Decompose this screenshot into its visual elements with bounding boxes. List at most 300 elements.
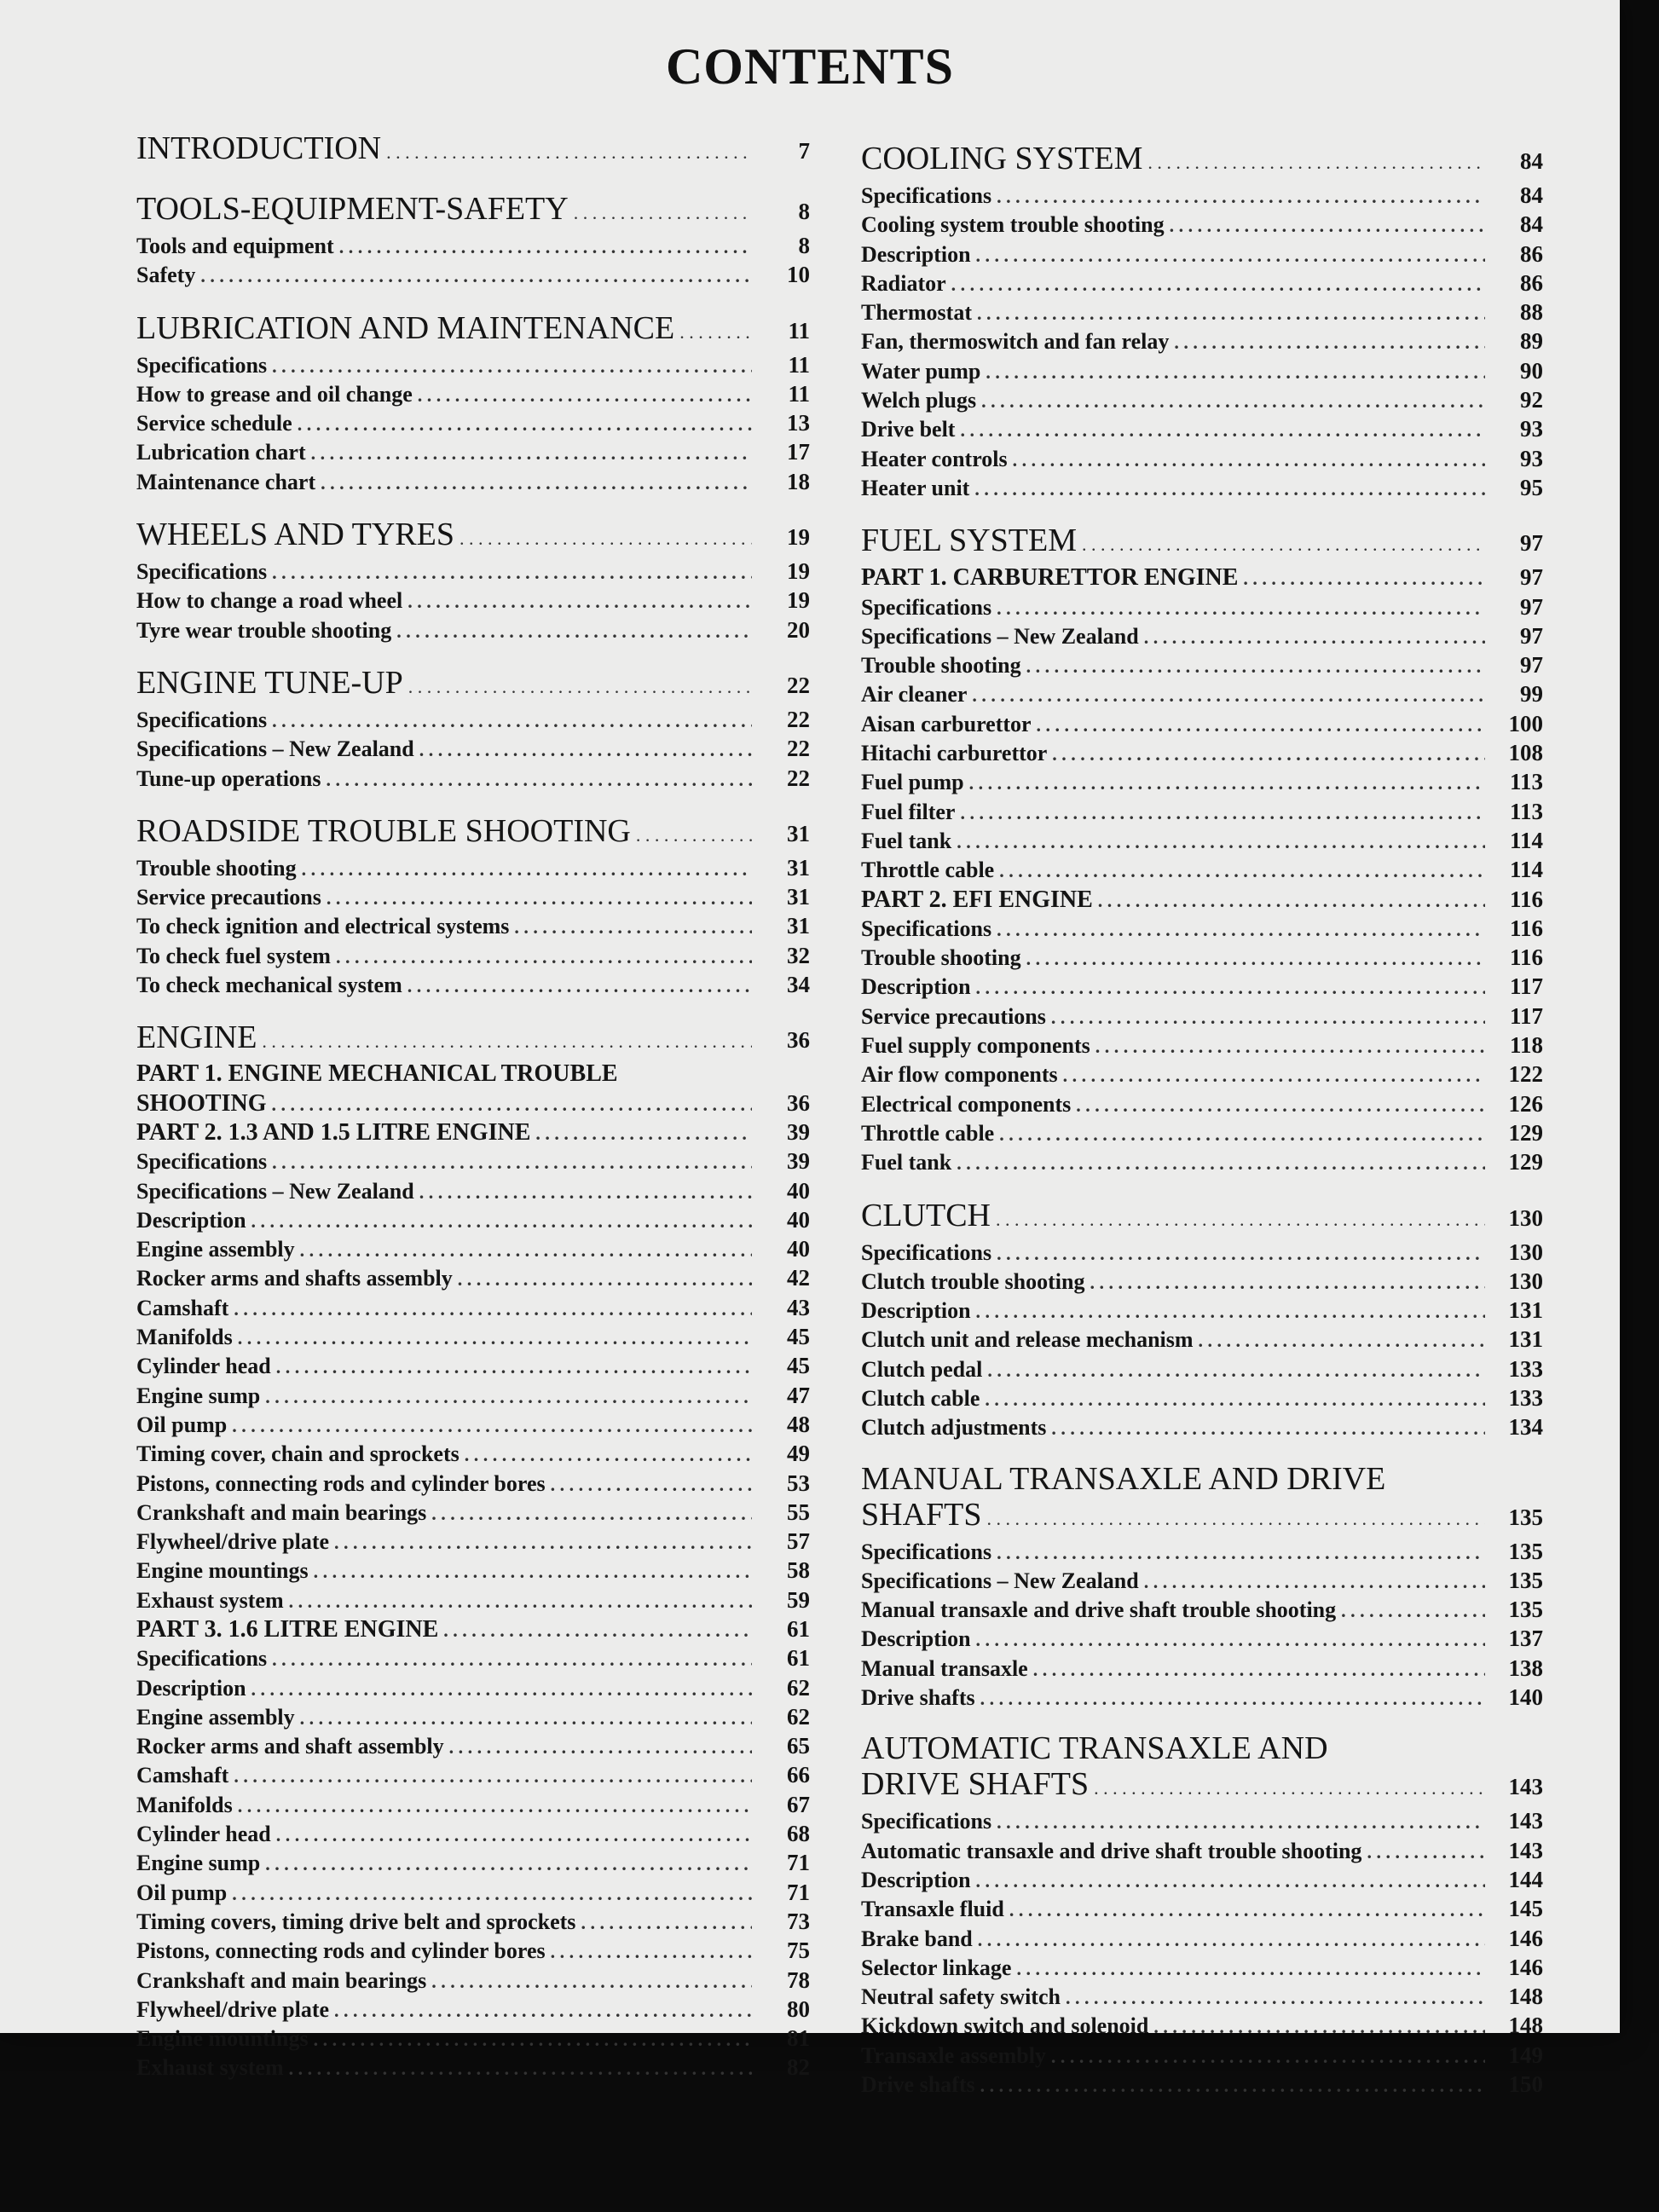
page-number: 40 xyxy=(787,1236,810,1262)
page-number: 113 xyxy=(1509,798,1543,824)
section-heading-label: ENGINE xyxy=(136,1019,257,1056)
dot-leader xyxy=(238,1324,752,1352)
contents-entry xyxy=(136,1499,810,1528)
contents-entry-label: Transaxle fluid xyxy=(861,1897,1004,1922)
contents-entry xyxy=(136,2024,810,2053)
contents-entry xyxy=(861,445,1543,474)
section-heading xyxy=(136,516,810,557)
contents-entry xyxy=(861,211,1543,240)
contents-entry-label: To check fuel system xyxy=(136,943,331,968)
dot-leader xyxy=(1098,887,1485,915)
page-number: 42 xyxy=(787,1265,810,1291)
dot-leader xyxy=(1033,1655,1485,1684)
page-number: 130 xyxy=(1508,1268,1543,1294)
contents-entry-label: Exhaust system xyxy=(136,2055,284,2081)
page-number: 22 xyxy=(787,706,810,732)
contents-entry xyxy=(861,1119,1543,1148)
dot-leader xyxy=(408,587,752,615)
contents-entry xyxy=(861,1355,1543,1384)
dot-leader xyxy=(1094,1765,1485,1807)
dot-leader xyxy=(1243,564,1485,592)
contents-entry xyxy=(136,438,810,467)
contents-entry xyxy=(861,1413,1543,1442)
section-heading xyxy=(136,190,810,232)
contents-entry xyxy=(861,798,1543,827)
contents-entry xyxy=(861,1954,1543,1983)
section-heading-label: ENGINE TUNE-UP xyxy=(136,664,403,701)
contents-entry xyxy=(136,1323,810,1352)
dot-leader xyxy=(551,1470,752,1499)
dot-leader xyxy=(449,1733,752,1761)
dot-leader xyxy=(987,1356,1485,1384)
dot-leader xyxy=(1095,1032,1485,1060)
page-number: 137 xyxy=(1508,1626,1543,1652)
dot-leader xyxy=(960,799,1485,827)
dot-leader xyxy=(981,387,1485,415)
page-number: 31 xyxy=(787,820,810,846)
page-number: 133 xyxy=(1508,1384,1543,1411)
contents-entry xyxy=(861,240,1543,269)
contents-entry xyxy=(136,1732,810,1761)
dot-leader xyxy=(431,1499,752,1528)
dot-leader xyxy=(535,1119,752,1147)
contents-section xyxy=(861,1731,1543,2099)
page-number: 11 xyxy=(788,317,810,344)
contents-entry xyxy=(136,1879,810,1908)
contents-entry xyxy=(861,1297,1543,1325)
dot-leader xyxy=(574,190,752,232)
contents-entry-label: Service schedule xyxy=(136,411,292,436)
contents-entry xyxy=(861,298,1543,327)
contents-entry-label: Heater controls xyxy=(861,446,1008,471)
contents-entry xyxy=(136,1586,810,1615)
contents-entry-label: Hitachi carburettor xyxy=(861,741,1048,766)
contents-entry-label: Timing covers, timing drive belt and sprockets xyxy=(136,1909,576,1934)
page-number: 93 xyxy=(1520,416,1543,442)
page-number: 135 xyxy=(1508,1538,1543,1564)
contents-entry-label: To check ignition and electrical systems xyxy=(136,914,510,939)
contents-entry xyxy=(861,1148,1543,1177)
dot-leader xyxy=(1052,740,1485,768)
contents-entry xyxy=(136,1352,810,1381)
dot-leader xyxy=(265,1850,752,1878)
contents-entry-label: Service precautions xyxy=(136,885,321,910)
contents-entry-label: Specifications xyxy=(861,594,992,620)
page-number: 11 xyxy=(788,351,810,378)
contents-entry xyxy=(861,1837,1543,1866)
contents-entry xyxy=(136,971,810,1000)
dot-leader xyxy=(251,1675,752,1703)
section-heading xyxy=(861,522,1543,563)
page-number: 62 xyxy=(787,1703,810,1730)
page-number: 39 xyxy=(787,1118,810,1145)
page-number: 116 xyxy=(1509,915,1543,941)
section-heading-label: FUEL SYSTEM xyxy=(861,523,1078,559)
contents-entry-label: Camshaft xyxy=(136,1295,229,1320)
page-number: 144 xyxy=(1508,1866,1543,1892)
page-number: 138 xyxy=(1508,1655,1543,1681)
section-heading-label: DRIVE SHAFTS xyxy=(861,1766,1090,1803)
contents-entry-label: Kickdown switch and solenoid xyxy=(861,2013,1149,2039)
page-number: 116 xyxy=(1509,886,1543,912)
section-heading-label: WHEELS AND TYRES xyxy=(136,517,454,553)
section-heading xyxy=(136,309,810,351)
dot-leader xyxy=(1170,211,1485,240)
page-number: 129 xyxy=(1508,1149,1543,1175)
contents-entry xyxy=(861,710,1543,739)
page-number: 88 xyxy=(1520,299,1543,326)
contents-entry xyxy=(136,409,810,438)
page-number: 117 xyxy=(1509,973,1543,1000)
contents-entry xyxy=(136,468,810,497)
dot-leader xyxy=(997,182,1485,211)
dot-leader xyxy=(976,1867,1485,1895)
dot-leader xyxy=(334,1996,752,2024)
contents-entry-label: Fuel tank xyxy=(861,828,952,853)
contents-entry xyxy=(136,557,810,586)
page-number: 32 xyxy=(787,942,810,968)
dot-leader xyxy=(321,469,752,497)
contents-entry-label: To check mechanical system xyxy=(136,973,402,998)
contents-entry-label: How to change a road wheel xyxy=(136,588,403,614)
page-number: 67 xyxy=(787,1791,810,1817)
contents-entry-label: Drive shafts xyxy=(861,2072,975,2098)
contents-entry-label: Engine sump xyxy=(136,1383,261,1408)
contents-entry xyxy=(136,1674,810,1703)
page-number: 97 xyxy=(1520,593,1543,620)
dot-leader xyxy=(1082,522,1485,563)
contents-entry xyxy=(861,1060,1543,1089)
dot-leader xyxy=(985,1385,1485,1413)
contents-entry-label: Description xyxy=(861,1867,971,1892)
dot-leader xyxy=(302,855,752,883)
page-number: 148 xyxy=(1508,1984,1543,2010)
contents-entry-label: Engine mountings xyxy=(136,2026,309,2052)
contents-entry xyxy=(136,1967,810,1995)
page-number: 84 xyxy=(1520,211,1543,238)
contents-entry-label: Description xyxy=(861,241,971,267)
dot-leader xyxy=(997,1808,1485,1836)
page-number: 108 xyxy=(1508,740,1543,766)
contents-column-left xyxy=(136,130,810,2102)
contents-section xyxy=(136,309,810,497)
page-number: 114 xyxy=(1509,857,1543,883)
dot-leader xyxy=(987,1496,1486,1538)
contents-entry-label: Drive belt xyxy=(861,417,956,442)
contents-entry-label: Specifications – New Zealand xyxy=(136,1178,414,1204)
page-number: 114 xyxy=(1509,827,1543,853)
page-number: 129 xyxy=(1508,1119,1543,1146)
part-heading xyxy=(136,1118,810,1147)
dot-leader xyxy=(976,1626,1485,1654)
contents-entry-label: Service precautions xyxy=(861,1003,1046,1029)
contents-entry-label: Fuel pump xyxy=(861,770,964,795)
dot-leader xyxy=(1066,1984,1485,2012)
contents-entry xyxy=(136,1264,810,1293)
page-number: 143 xyxy=(1508,1837,1543,1863)
contents-entry-label: Aisan carburettor xyxy=(861,711,1032,736)
dot-leader xyxy=(514,913,752,941)
contents-entry xyxy=(136,351,810,380)
contents-entry xyxy=(136,1849,810,1878)
contents-section xyxy=(136,516,810,645)
contents-entry xyxy=(136,616,810,645)
page-number: 10 xyxy=(787,262,810,288)
contents-entry-label: Safety xyxy=(136,263,196,288)
dot-leader xyxy=(300,1236,752,1264)
contents-section xyxy=(136,1019,810,2082)
dot-leader xyxy=(976,1297,1485,1325)
page-number: 130 xyxy=(1508,1239,1543,1265)
dot-leader xyxy=(1174,328,1485,356)
page-number: 143 xyxy=(1508,1808,1543,1834)
contents-entry-label: Cooling system trouble shooting xyxy=(861,212,1165,238)
contents-entry-label: Manifolds xyxy=(136,1792,233,1817)
dot-leader xyxy=(327,884,752,912)
contents-entry-label: Rocker arms and shaft assembly xyxy=(136,1734,444,1759)
dot-leader xyxy=(977,299,1485,327)
section-heading xyxy=(136,812,810,854)
dot-leader xyxy=(636,812,752,854)
contents-entry-label: Specifications – New Zealand xyxy=(861,1568,1139,1593)
page-number: 117 xyxy=(1509,1002,1543,1029)
dot-leader xyxy=(978,1926,1485,1954)
page-number: 11 xyxy=(788,380,810,407)
dot-leader xyxy=(265,1383,752,1411)
contents-entry-label: Brake band xyxy=(861,1926,973,1951)
contents-section xyxy=(136,664,810,794)
page-number: 20 xyxy=(787,616,810,643)
page-number: 149 xyxy=(1508,2042,1543,2068)
page-number: 57 xyxy=(787,1528,810,1555)
contents-section xyxy=(861,522,1543,1177)
contents-entry xyxy=(861,415,1543,444)
page-number: 116 xyxy=(1509,944,1543,971)
dot-leader xyxy=(289,1587,752,1615)
contents-section xyxy=(136,812,810,1000)
page-number: 145 xyxy=(1508,1896,1543,1922)
contents-entry-label: Clutch cable xyxy=(861,1385,980,1411)
contents-entry xyxy=(136,1820,810,1849)
page-number: 36 xyxy=(787,1089,810,1116)
dot-leader xyxy=(272,1645,752,1673)
contents-entry-label: Description xyxy=(136,1207,246,1233)
section-heading-label: ROADSIDE TROUBLE SHOOTING xyxy=(136,812,631,849)
page-number: 113 xyxy=(1509,769,1543,795)
part-heading xyxy=(861,563,1543,592)
page-number: 19 xyxy=(787,587,810,614)
page-number: 82 xyxy=(787,2054,810,2081)
dot-leader xyxy=(1016,1955,1485,1983)
contents-entry-label: Timing cover, chain and sprockets xyxy=(136,1441,460,1467)
page-number: 100 xyxy=(1508,710,1543,736)
contents-entry-label: Description xyxy=(861,1626,971,1652)
page-number: 89 xyxy=(1520,328,1543,355)
contents-entry-label: Engine mountings xyxy=(136,1558,309,1584)
page-number: 43 xyxy=(787,1294,810,1320)
dot-leader xyxy=(969,769,1485,797)
contents-entry xyxy=(136,1235,810,1264)
contents-entry xyxy=(136,1528,810,1556)
dot-leader xyxy=(581,1909,752,1937)
contents-entry xyxy=(861,1538,1543,1567)
dot-leader xyxy=(272,352,752,380)
dot-leader xyxy=(1147,140,1485,182)
contents-entry xyxy=(861,827,1543,856)
contents-entry xyxy=(861,1090,1543,1119)
contents-entry xyxy=(861,1031,1543,1060)
dot-leader xyxy=(327,765,753,794)
page-number: 49 xyxy=(787,1441,810,1467)
part-heading xyxy=(136,1615,810,1644)
section-heading-label: INTRODUCTION xyxy=(136,130,382,166)
contents-entry xyxy=(861,474,1543,503)
dot-leader xyxy=(276,1821,752,1849)
contents-entry-label: Specifications xyxy=(861,1539,992,1564)
contents-entry xyxy=(136,1644,810,1673)
dot-leader xyxy=(431,1967,752,1995)
dot-leader xyxy=(234,1295,752,1323)
contents-entry-label: Description xyxy=(861,1298,971,1324)
contents-entry xyxy=(136,735,810,764)
contents-entry xyxy=(136,1995,810,2024)
dot-leader xyxy=(1341,1597,1485,1625)
dot-leader xyxy=(234,1762,752,1790)
page-number: 135 xyxy=(1508,1504,1543,1530)
dot-leader xyxy=(238,1792,752,1820)
page-number: 99 xyxy=(1520,681,1543,707)
dot-leader xyxy=(271,1090,752,1118)
dot-leader xyxy=(262,1019,752,1060)
section-heading xyxy=(861,1197,1543,1239)
contents-entry xyxy=(136,1791,810,1820)
page-number: 93 xyxy=(1520,445,1543,471)
contents-entry xyxy=(136,706,810,735)
part-heading-label: PART 1. ENGINE MECHANICAL TROUBLE xyxy=(136,1060,618,1088)
dot-leader xyxy=(458,1265,752,1293)
page-number: 71 xyxy=(787,1879,810,1905)
contents-entry xyxy=(861,739,1543,768)
page-number: 97 xyxy=(1520,530,1543,557)
dot-leader xyxy=(1063,1061,1485,1089)
section-heading xyxy=(136,130,810,171)
dot-leader xyxy=(418,381,752,409)
contents-entry xyxy=(136,1908,810,1937)
page-number: 118 xyxy=(1509,1032,1543,1059)
contents-entry-label: Specifications – New Zealand xyxy=(136,736,414,762)
contents-entry-label: Radiator xyxy=(861,270,946,296)
section-heading-line: AUTOMATIC TRANSAXLE AND xyxy=(861,1730,1328,1767)
dot-leader xyxy=(997,594,1485,622)
contents-entry-label: Transaxle assembly xyxy=(861,2042,1046,2068)
dot-leader xyxy=(1026,944,1485,973)
page-number: 59 xyxy=(787,1586,810,1613)
page-number: 8 xyxy=(798,233,810,258)
page-number: 68 xyxy=(787,1821,810,1847)
contents-entry xyxy=(861,1807,1543,1836)
contents-entry xyxy=(861,2071,1543,2099)
page-number: 34 xyxy=(787,972,810,998)
page-number: 40 xyxy=(787,1177,810,1204)
contents-entry xyxy=(136,2053,810,2082)
dot-leader xyxy=(289,2054,752,2082)
contents-entry-label: Drive shafts xyxy=(861,1685,975,1711)
contents-entry-label: Clutch trouble shooting xyxy=(861,1268,1085,1294)
page-number: 80 xyxy=(787,1995,810,2022)
dot-leader xyxy=(314,2025,752,2053)
contents-entry-label: Engine assembly xyxy=(136,1704,295,1730)
contents-entry-label: Oil pump xyxy=(136,1412,228,1437)
page-number: 31 xyxy=(787,884,810,910)
dot-leader xyxy=(1051,1003,1485,1031)
dot-leader xyxy=(972,681,1485,709)
page-number: 19 xyxy=(787,524,810,551)
contents-entry xyxy=(861,1596,1543,1625)
dot-leader xyxy=(951,270,1485,298)
page-number: 61 xyxy=(787,1645,810,1672)
contents-entry-label: Specifications xyxy=(136,559,268,585)
contents-section xyxy=(861,1462,1543,1713)
dot-leader xyxy=(1026,652,1485,680)
contents-entry-label: Pistons, connecting rods and cylinder bores xyxy=(136,1938,546,1964)
page-number: 122 xyxy=(1508,1061,1543,1088)
dot-leader xyxy=(314,1557,752,1585)
dot-leader xyxy=(997,1539,1485,1567)
page-number: 18 xyxy=(787,468,810,494)
page-number: 7 xyxy=(798,138,810,164)
contents-entry xyxy=(136,1382,810,1411)
contents-entry-label: Specifications xyxy=(136,1149,268,1175)
contents-entry-label: Engine sump xyxy=(136,1851,261,1876)
dot-leader xyxy=(986,358,1485,386)
contents-entry xyxy=(136,1937,810,1966)
part-heading xyxy=(136,1089,810,1118)
dot-leader xyxy=(1144,1568,1485,1596)
contents-entry-label: Pistons, connecting rods and cylinder bores xyxy=(136,1470,546,1496)
page-number: 97 xyxy=(1520,622,1543,649)
page-number: 62 xyxy=(787,1674,810,1701)
contents-entry-label: Heater unit xyxy=(861,475,970,500)
part-heading-label: PART 1. CARBURETTOR ENGINE xyxy=(861,564,1239,592)
dot-leader xyxy=(1051,1414,1485,1442)
page-number: 146 xyxy=(1508,1954,1543,1980)
contents-entry xyxy=(861,680,1543,709)
dot-leader xyxy=(408,972,752,1000)
contents-entry-label: Clutch unit and release mechanism xyxy=(861,1327,1194,1353)
contents-entry xyxy=(861,1268,1543,1297)
page-number: 146 xyxy=(1508,1925,1543,1951)
contents-entry xyxy=(861,2012,1543,2041)
contents-entry-label: Lubrication chart xyxy=(136,440,306,465)
page-number: 73 xyxy=(787,1908,810,1934)
contents-entry xyxy=(861,593,1543,622)
dot-leader xyxy=(276,1353,752,1381)
dot-leader xyxy=(465,1441,752,1469)
contents-entry xyxy=(861,357,1543,386)
contents-entry xyxy=(136,765,810,794)
dot-leader xyxy=(980,2071,1485,2099)
page-number: 45 xyxy=(787,1353,810,1379)
contents-entry-label: Specifications xyxy=(861,915,992,941)
page-number: 45 xyxy=(787,1324,810,1350)
dot-leader xyxy=(386,130,752,171)
contents-entry-label: Crankshaft and main bearings xyxy=(136,1499,427,1525)
dot-leader xyxy=(272,558,752,586)
contents-entry xyxy=(136,883,810,912)
page-number: 131 xyxy=(1508,1326,1543,1353)
contents-entry-label: Oil pump xyxy=(136,1880,228,1905)
contents-entry xyxy=(861,944,1543,973)
